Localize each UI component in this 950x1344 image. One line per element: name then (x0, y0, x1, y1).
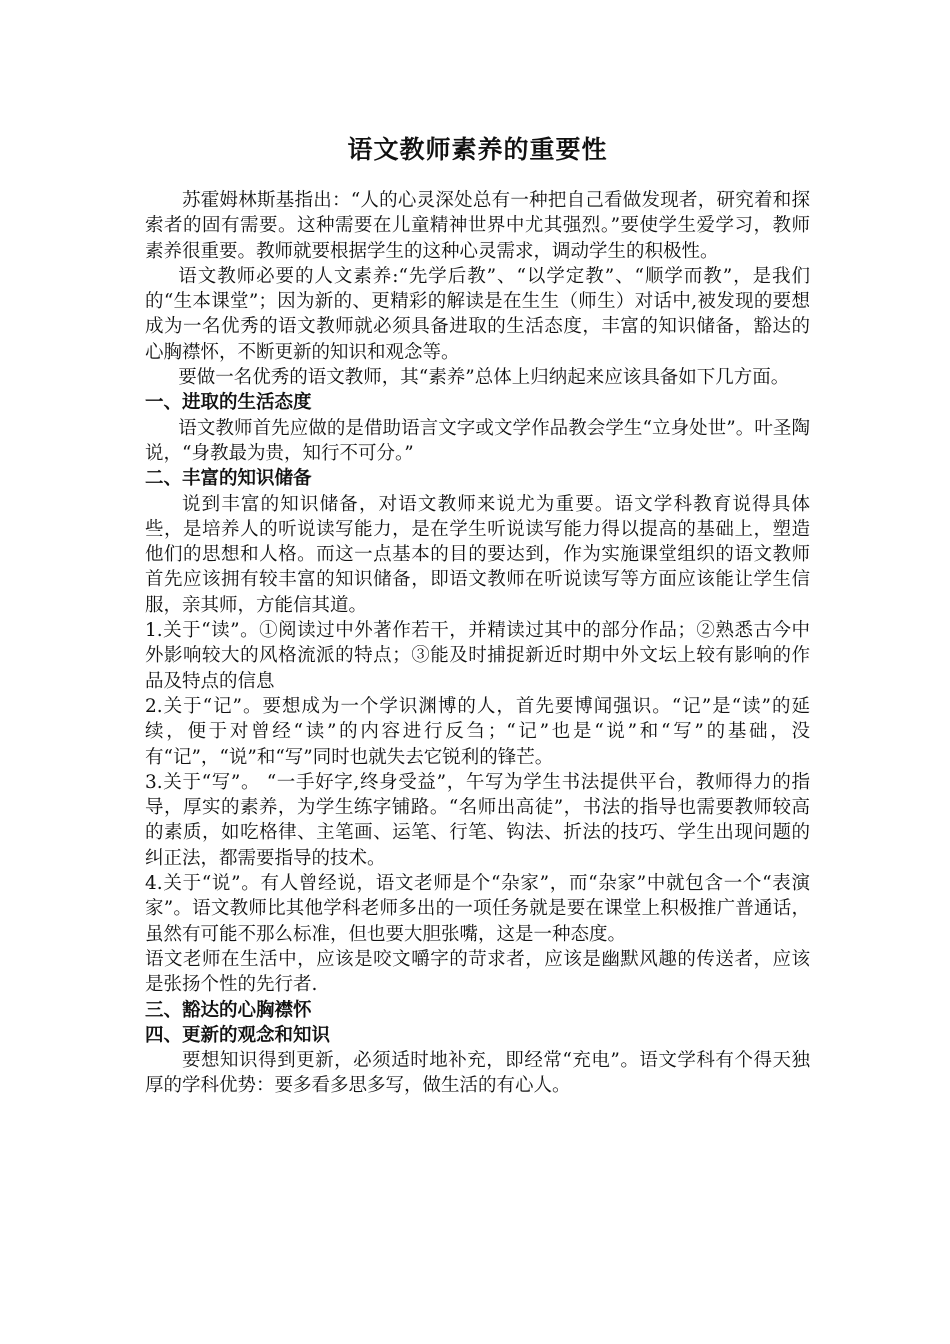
section-heading-3: 三、豁达的心胸襟怀 (145, 999, 312, 1021)
section-1-paragraph: 语文教师首先应做的是借助语言文字或文学作品教会学生“立身处世”。叶圣陶说，“身教最为贵，知行不可分。” (145, 417, 810, 464)
section-4-paragraph: 要想知识得到更新，必须适时地补充，即经常“充电”。语文学科有个得天独厚的学科优势：要多看多思多写，做生活的有心人。 (145, 1050, 810, 1097)
intro-paragraph-3: 要做一名优秀的语文教师，其“素养”总体上归纳起来应该具备如下几方面。 (178, 367, 790, 389)
section-heading-1: 一、进取的生活态度 (145, 392, 312, 414)
list-item-speak: 4.关于“说”。有人曾经说，语文老师是个“杂家”，而“杂家”中就包含一个“表演家”。语文教师比其他学科老师多出的一项任务就是要在课堂上积极推广普通话，虽然有可能不那么标准，但也要大胆张嘴，这是一种态度。 (145, 873, 810, 945)
document-title: 语文教师素养的重要性 (347, 135, 608, 164)
intro-paragraph-2: 语文教师必要的人文素养:“先学后教”、“以学定教”、“顺学而教”，是我们的“生本课堂”；因为新的、更精彩的解读是在生生（师生）对话中,被发现的要想成为一名优秀的语文教师就必须具备进取的生活态度，丰富的知识储备，豁达的心胸襟怀，不断更新的知识和观念等。 (145, 265, 810, 363)
document-page (145, 128, 810, 1099)
section-2-paragraph: 说到丰富的知识储备，对语文教师来说尤为重要。语文学科教育说得具体些，是培养人的听说读写能力，是在学生听说读写能力得以提高的基础上，塑造他们的思想和人格。而这一点基本的目的要达到，作为实施课堂组织的语文教师首先应该拥有较丰富的知识储备，即语文教师在听说读写等方面应该能让学生信服，亲其师，方能信其道。 (145, 493, 810, 616)
section-heading-4: 四、更新的观念和知识 (145, 1024, 331, 1046)
section-2-closing-paragraph: 语文老师在生活中，应该是咬文嚼字的苛求者，应该是幽默风趣的传送者，应该是张扬个性的先行者. (145, 948, 810, 996)
list-item-write: 3.关于“写”。 “一手好字,终身受益”，午写为学生书法提供平台，教师得力的指导，厚实的素养，为学生练字铺路。“名师出高徒”，书法的指导也需要教师较高的素质，如吃格律、主笔画、运笔、行笔、钩法、折法的技巧、学生出现问题的纠正法，都需要指导的技术。 (145, 771, 810, 869)
list-item-memorize: 2.关于“记”。要想成为一个学识渊博的人，首先要博闻强识。“记”是“读”的延续，便于对曾经“读”的内容进行反刍；“记”也是“说”和“写”的基础，没有“记”，“说”和“写”同时也就失去它锐利的锋芒。 (145, 695, 810, 768)
list-item-read: 1.关于“读”。①阅读过中外著作若干，并精读过其中的部分作品；②熟悉古今中外影响较大的风格流派的特点；③能及时捕捉新近时期中外文坛上较有影响的作品及特点的信息 (145, 620, 810, 692)
section-heading-2: 二、丰富的知识储备 (145, 468, 312, 490)
intro-paragraph-1: 苏霍姆林斯基指出：“人的心灵深处总有一种把自己看做发现者，研究着和探索者的固有需要。这种需要在儿童精神世界中尤其强烈。”要使学生爱学习，教师素养很重要。教师就要根据学生的这种心灵需求，调动学生的积极性。 (145, 190, 810, 262)
